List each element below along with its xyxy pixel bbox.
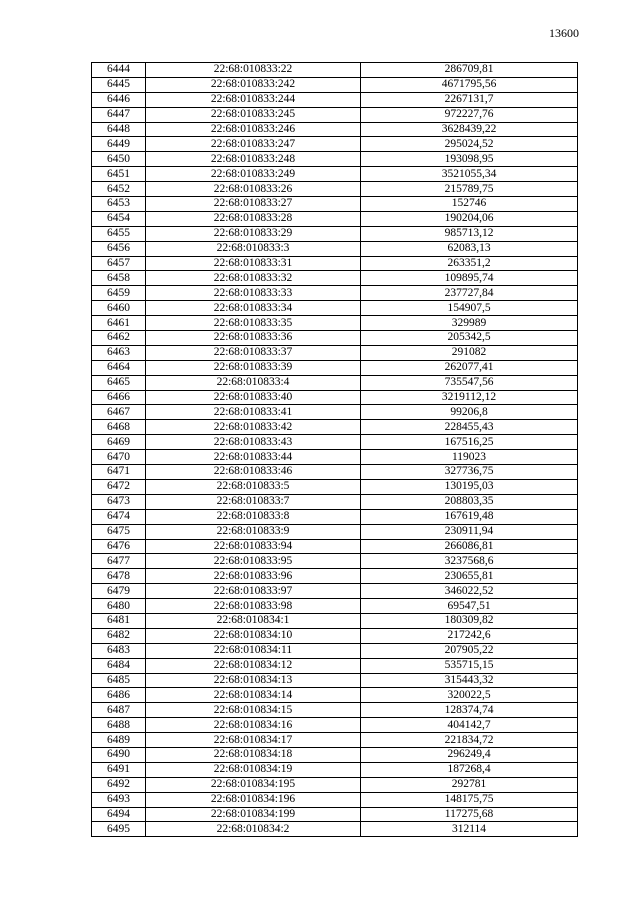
row-number-cell: 6490	[92, 747, 146, 762]
value-cell: 230655,81	[361, 569, 578, 584]
row-number-cell: 6455	[92, 226, 146, 241]
row-number-cell: 6481	[92, 613, 146, 628]
cadastral-number-cell: 22:68:010833:7	[146, 494, 361, 509]
cadastral-number-cell: 22:68:010833:98	[146, 599, 361, 614]
row-number-cell: 6448	[92, 122, 146, 137]
value-cell: 4671795,56	[361, 77, 578, 92]
value-cell: 237727,84	[361, 286, 578, 301]
table-row	[92, 792, 578, 807]
row-number-cell: 6486	[92, 688, 146, 703]
value-cell: 404142,7	[361, 718, 578, 733]
cadastral-number-cell: 22:68:010833:28	[146, 211, 361, 226]
row-number-cell: 6454	[92, 211, 146, 226]
row-number-cell: 6461	[92, 316, 146, 331]
cadastral-number-cell: 22:68:010833:32	[146, 271, 361, 286]
table-row	[92, 63, 578, 78]
cadastral-number-cell: 22:68:010834:17	[146, 733, 361, 748]
row-number-cell: 6487	[92, 703, 146, 718]
cadastral-number-cell: 22:68:010833:245	[146, 107, 361, 122]
value-cell: 2267131,7	[361, 92, 578, 107]
row-number-cell: 6474	[92, 509, 146, 524]
value-cell: 187268,4	[361, 762, 578, 777]
table-row	[92, 479, 578, 494]
row-number-cell: 6446	[92, 92, 146, 107]
cadastral-number-cell: 22:68:010833:249	[146, 167, 361, 182]
table-row	[92, 777, 578, 792]
value-cell: 312114	[361, 822, 578, 837]
cadastral-number-cell: 22:68:010834:12	[146, 658, 361, 673]
row-number-cell: 6473	[92, 494, 146, 509]
cadastral-number-cell: 22:68:010834:14	[146, 688, 361, 703]
table-row	[92, 584, 578, 599]
cadastral-number-cell: 22:68:010833:95	[146, 554, 361, 569]
value-cell: 128374,74	[361, 703, 578, 718]
value-cell: 735547,56	[361, 375, 578, 390]
value-cell: 62083,13	[361, 241, 578, 256]
cadastral-number-cell: 22:68:010833:4	[146, 375, 361, 390]
cadastral-number-cell: 22:68:010833:44	[146, 450, 361, 465]
value-cell: 154907,5	[361, 301, 578, 316]
row-number-cell: 6444	[92, 63, 146, 78]
table-row	[92, 554, 578, 569]
row-number-cell: 6476	[92, 539, 146, 554]
value-cell: 296249,4	[361, 747, 578, 762]
cadastral-number-cell: 22:68:010833:34	[146, 301, 361, 316]
value-cell: 193098,95	[361, 152, 578, 167]
cadastral-number-cell: 22:68:010833:31	[146, 256, 361, 271]
value-cell: 117275,68	[361, 807, 578, 822]
row-number-cell: 6464	[92, 360, 146, 375]
cadastral-number-cell: 22:68:010833:33	[146, 286, 361, 301]
cadastral-number-cell: 22:68:010833:37	[146, 345, 361, 360]
cadastral-number-cell: 22:68:010834:199	[146, 807, 361, 822]
table-row	[92, 613, 578, 628]
table-row	[92, 316, 578, 331]
row-number-cell: 6477	[92, 554, 146, 569]
table-row	[92, 197, 578, 212]
table-row	[92, 822, 578, 837]
table-row	[92, 286, 578, 301]
value-cell: 320022,5	[361, 688, 578, 703]
cadastral-number-cell: 22:68:010834:195	[146, 777, 361, 792]
cadastral-number-cell: 22:68:010833:242	[146, 77, 361, 92]
value-cell: 215789,75	[361, 182, 578, 197]
row-number-cell: 6495	[92, 822, 146, 837]
row-number-cell: 6482	[92, 628, 146, 643]
cadastral-number-cell: 22:68:010834:196	[146, 792, 361, 807]
value-cell: 3521055,34	[361, 167, 578, 182]
table-row	[92, 211, 578, 226]
value-cell: 327736,75	[361, 465, 578, 480]
cadastral-number-cell: 22:68:010834:19	[146, 762, 361, 777]
value-cell: 262077,41	[361, 360, 578, 375]
value-cell: 221834,72	[361, 733, 578, 748]
cadastral-number-cell: 22:68:010833:27	[146, 197, 361, 212]
cadastral-number-cell: 22:68:010833:96	[146, 569, 361, 584]
value-cell: 972227,76	[361, 107, 578, 122]
table-row	[92, 718, 578, 733]
value-cell: 167619,48	[361, 509, 578, 524]
cadastral-number-cell: 22:68:010833:246	[146, 122, 361, 137]
value-cell: 205342,5	[361, 331, 578, 346]
cadastral-value-table	[91, 62, 578, 837]
value-cell: 208803,35	[361, 494, 578, 509]
cadastral-number-cell: 22:68:010833:8	[146, 509, 361, 524]
page-number: 13600	[549, 26, 579, 40]
cadastral-number-cell: 22:68:010834:15	[146, 703, 361, 718]
value-cell: 109895,74	[361, 271, 578, 286]
table-row	[92, 107, 578, 122]
cadastral-number-cell: 22:68:010833:5	[146, 479, 361, 494]
table-row	[92, 762, 578, 777]
cadastral-number-cell: 22:68:010833:41	[146, 405, 361, 420]
value-cell: 217242,6	[361, 628, 578, 643]
row-number-cell: 6468	[92, 420, 146, 435]
table-row	[92, 509, 578, 524]
table-row	[92, 628, 578, 643]
cadastral-number-cell: 22:68:010833:29	[146, 226, 361, 241]
row-number-cell: 6475	[92, 524, 146, 539]
value-cell: 3628439,22	[361, 122, 578, 137]
row-number-cell: 6478	[92, 569, 146, 584]
cadastral-number-cell: 22:68:010834:2	[146, 822, 361, 837]
value-cell: 190204,06	[361, 211, 578, 226]
value-cell: 263351,2	[361, 256, 578, 271]
row-number-cell: 6452	[92, 182, 146, 197]
table-row	[92, 301, 578, 316]
table-body	[92, 63, 578, 837]
cadastral-number-cell: 22:68:010833:94	[146, 539, 361, 554]
table-row	[92, 77, 578, 92]
value-cell: 329989	[361, 316, 578, 331]
value-cell: 167516,25	[361, 435, 578, 450]
row-number-cell: 6458	[92, 271, 146, 286]
row-number-cell: 6460	[92, 301, 146, 316]
cadastral-number-cell: 22:68:010834:16	[146, 718, 361, 733]
row-number-cell: 6456	[92, 241, 146, 256]
row-number-cell: 6469	[92, 435, 146, 450]
value-cell: 535715,15	[361, 658, 578, 673]
row-number-cell: 6492	[92, 777, 146, 792]
cadastral-number-cell: 22:68:010834:18	[146, 747, 361, 762]
row-number-cell: 6465	[92, 375, 146, 390]
table-row	[92, 747, 578, 762]
table-row	[92, 599, 578, 614]
cadastral-number-cell: 22:68:010833:248	[146, 152, 361, 167]
cadastral-number-cell: 22:68:010833:43	[146, 435, 361, 450]
table-row	[92, 524, 578, 539]
value-cell: 3219112,12	[361, 390, 578, 405]
cadastral-number-cell: 22:68:010833:42	[146, 420, 361, 435]
row-number-cell: 6462	[92, 331, 146, 346]
cadastral-number-cell: 22:68:010834:13	[146, 673, 361, 688]
row-number-cell: 6493	[92, 792, 146, 807]
cadastral-number-cell: 22:68:010834:10	[146, 628, 361, 643]
table-row	[92, 688, 578, 703]
table-row	[92, 345, 578, 360]
table-row	[92, 494, 578, 509]
value-cell: 148175,75	[361, 792, 578, 807]
row-number-cell: 6471	[92, 465, 146, 480]
table-row	[92, 375, 578, 390]
value-cell: 292781	[361, 777, 578, 792]
value-cell: 130195,03	[361, 479, 578, 494]
row-number-cell: 6463	[92, 345, 146, 360]
table-row	[92, 703, 578, 718]
value-cell: 180309,82	[361, 613, 578, 628]
table-row	[92, 539, 578, 554]
table-row	[92, 643, 578, 658]
row-number-cell: 6485	[92, 673, 146, 688]
value-cell: 228455,43	[361, 420, 578, 435]
value-cell: 3237568,6	[361, 554, 578, 569]
table-row	[92, 807, 578, 822]
row-number-cell: 6445	[92, 77, 146, 92]
row-number-cell: 6449	[92, 137, 146, 152]
cadastral-number-cell: 22:68:010833:247	[146, 137, 361, 152]
cadastral-number-cell: 22:68:010833:244	[146, 92, 361, 107]
value-cell: 99206,8	[361, 405, 578, 420]
value-cell: 286709,81	[361, 63, 578, 78]
value-cell: 230911,94	[361, 524, 578, 539]
table-row	[92, 465, 578, 480]
table-row	[92, 360, 578, 375]
row-number-cell: 6466	[92, 390, 146, 405]
table-row	[92, 241, 578, 256]
table-row	[92, 331, 578, 346]
cadastral-number-cell: 22:68:010834:11	[146, 643, 361, 658]
table-row	[92, 658, 578, 673]
table-row	[92, 673, 578, 688]
cadastral-number-cell: 22:68:010833:46	[146, 465, 361, 480]
row-number-cell: 6488	[92, 718, 146, 733]
value-cell: 119023	[361, 450, 578, 465]
cadastral-number-cell: 22:68:010833:36	[146, 331, 361, 346]
cadastral-number-cell: 22:68:010833:97	[146, 584, 361, 599]
value-cell: 295024,52	[361, 137, 578, 152]
cadastral-number-cell: 22:68:010833:26	[146, 182, 361, 197]
value-cell: 985713,12	[361, 226, 578, 241]
cadastral-number-cell: 22:68:010833:3	[146, 241, 361, 256]
cadastral-number-cell: 22:68:010833:22	[146, 63, 361, 78]
value-cell: 291082	[361, 345, 578, 360]
table-row	[92, 420, 578, 435]
value-cell: 152746	[361, 197, 578, 212]
table-row	[92, 137, 578, 152]
table-row	[92, 390, 578, 405]
row-number-cell: 6457	[92, 256, 146, 271]
row-number-cell: 6479	[92, 584, 146, 599]
table-row	[92, 271, 578, 286]
row-number-cell: 6451	[92, 167, 146, 182]
table-row	[92, 92, 578, 107]
cadastral-number-cell: 22:68:010833:40	[146, 390, 361, 405]
table-row	[92, 435, 578, 450]
table-row	[92, 182, 578, 197]
row-number-cell: 6489	[92, 733, 146, 748]
row-number-cell: 6494	[92, 807, 146, 822]
value-cell: 346022,52	[361, 584, 578, 599]
cadastral-number-cell: 22:68:010833:35	[146, 316, 361, 331]
cadastral-number-cell: 22:68:010833:9	[146, 524, 361, 539]
row-number-cell: 6447	[92, 107, 146, 122]
value-cell: 69547,51	[361, 599, 578, 614]
cadastral-number-cell: 22:68:010833:39	[146, 360, 361, 375]
table-row	[92, 226, 578, 241]
table-row	[92, 152, 578, 167]
row-number-cell: 6459	[92, 286, 146, 301]
row-number-cell: 6453	[92, 197, 146, 212]
value-cell: 315443,32	[361, 673, 578, 688]
row-number-cell: 6483	[92, 643, 146, 658]
table-row	[92, 569, 578, 584]
table-row	[92, 733, 578, 748]
row-number-cell: 6480	[92, 599, 146, 614]
table-row	[92, 256, 578, 271]
row-number-cell: 6472	[92, 479, 146, 494]
value-cell: 207905,22	[361, 643, 578, 658]
row-number-cell: 6491	[92, 762, 146, 777]
table-row	[92, 122, 578, 137]
table-row	[92, 405, 578, 420]
value-cell: 266086,81	[361, 539, 578, 554]
table-row	[92, 167, 578, 182]
row-number-cell: 6467	[92, 405, 146, 420]
row-number-cell: 6484	[92, 658, 146, 673]
row-number-cell: 6470	[92, 450, 146, 465]
row-number-cell: 6450	[92, 152, 146, 167]
table-row	[92, 450, 578, 465]
cadastral-number-cell: 22:68:010834:1	[146, 613, 361, 628]
